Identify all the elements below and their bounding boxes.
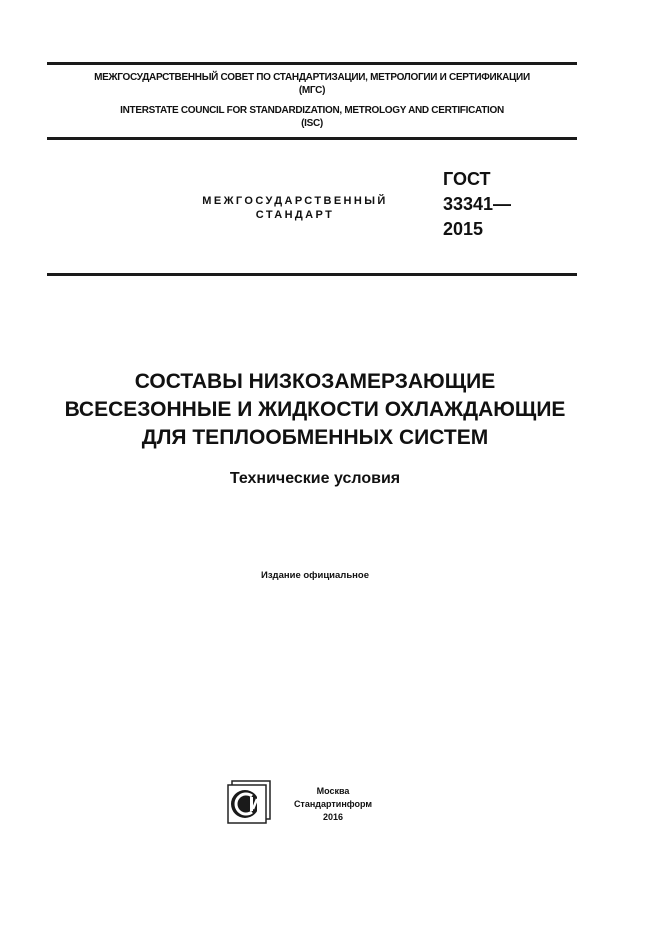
header-divider bbox=[47, 137, 577, 140]
gost-number: 33341— bbox=[443, 194, 512, 214]
publisher-city: Москва bbox=[316, 786, 350, 796]
standartinform-logo-icon bbox=[226, 779, 272, 825]
title-line-2: ВСЕСЕЗОННЫЕ И ЖИДКОСТИ ОХЛАЖДАЮЩИЕ bbox=[64, 398, 566, 421]
gost-designation bbox=[443, 167, 511, 242]
interstate-label-line1: МЕЖГОСУДАРСТВЕННЫЙ bbox=[202, 195, 388, 207]
title-line-3: ДЛЯ ТЕПЛООБМЕННЫХ СИСТЕМ bbox=[141, 426, 489, 449]
publisher-name: Стандартинформ bbox=[293, 799, 373, 809]
gost-prefix: ГОСТ bbox=[443, 169, 491, 189]
gost-year: 2015 bbox=[443, 219, 484, 239]
council-abbr-ru: (МГС) bbox=[298, 85, 326, 96]
council-abbr-en: (ISC) bbox=[301, 118, 323, 129]
edition-note: Издание официальное bbox=[261, 570, 369, 581]
interstate-label-line2: СТАНДАРТ bbox=[255, 209, 335, 221]
publisher-info bbox=[278, 785, 388, 824]
council-name-ru: МЕЖГОСУДАРСТВЕННЫЙ СОВЕТ ПО СТАНДАРТИЗАЦИИ, МЕТРОЛОГИИ И СЕРТИФИКАЦИИ bbox=[94, 72, 530, 83]
publisher-year: 2016 bbox=[322, 812, 344, 822]
title-line-1: СОСТАВЫ НИЗКОЗАМЕРЗАЮЩИЕ bbox=[134, 370, 496, 393]
document-subtitle: Технические условия bbox=[229, 470, 401, 487]
designation-divider bbox=[47, 273, 577, 276]
top-rule bbox=[47, 62, 577, 65]
council-name-en: INTERSTATE COUNCIL FOR STANDARDIZATION, METROLOGY AND CERTIFICATION bbox=[120, 105, 504, 116]
